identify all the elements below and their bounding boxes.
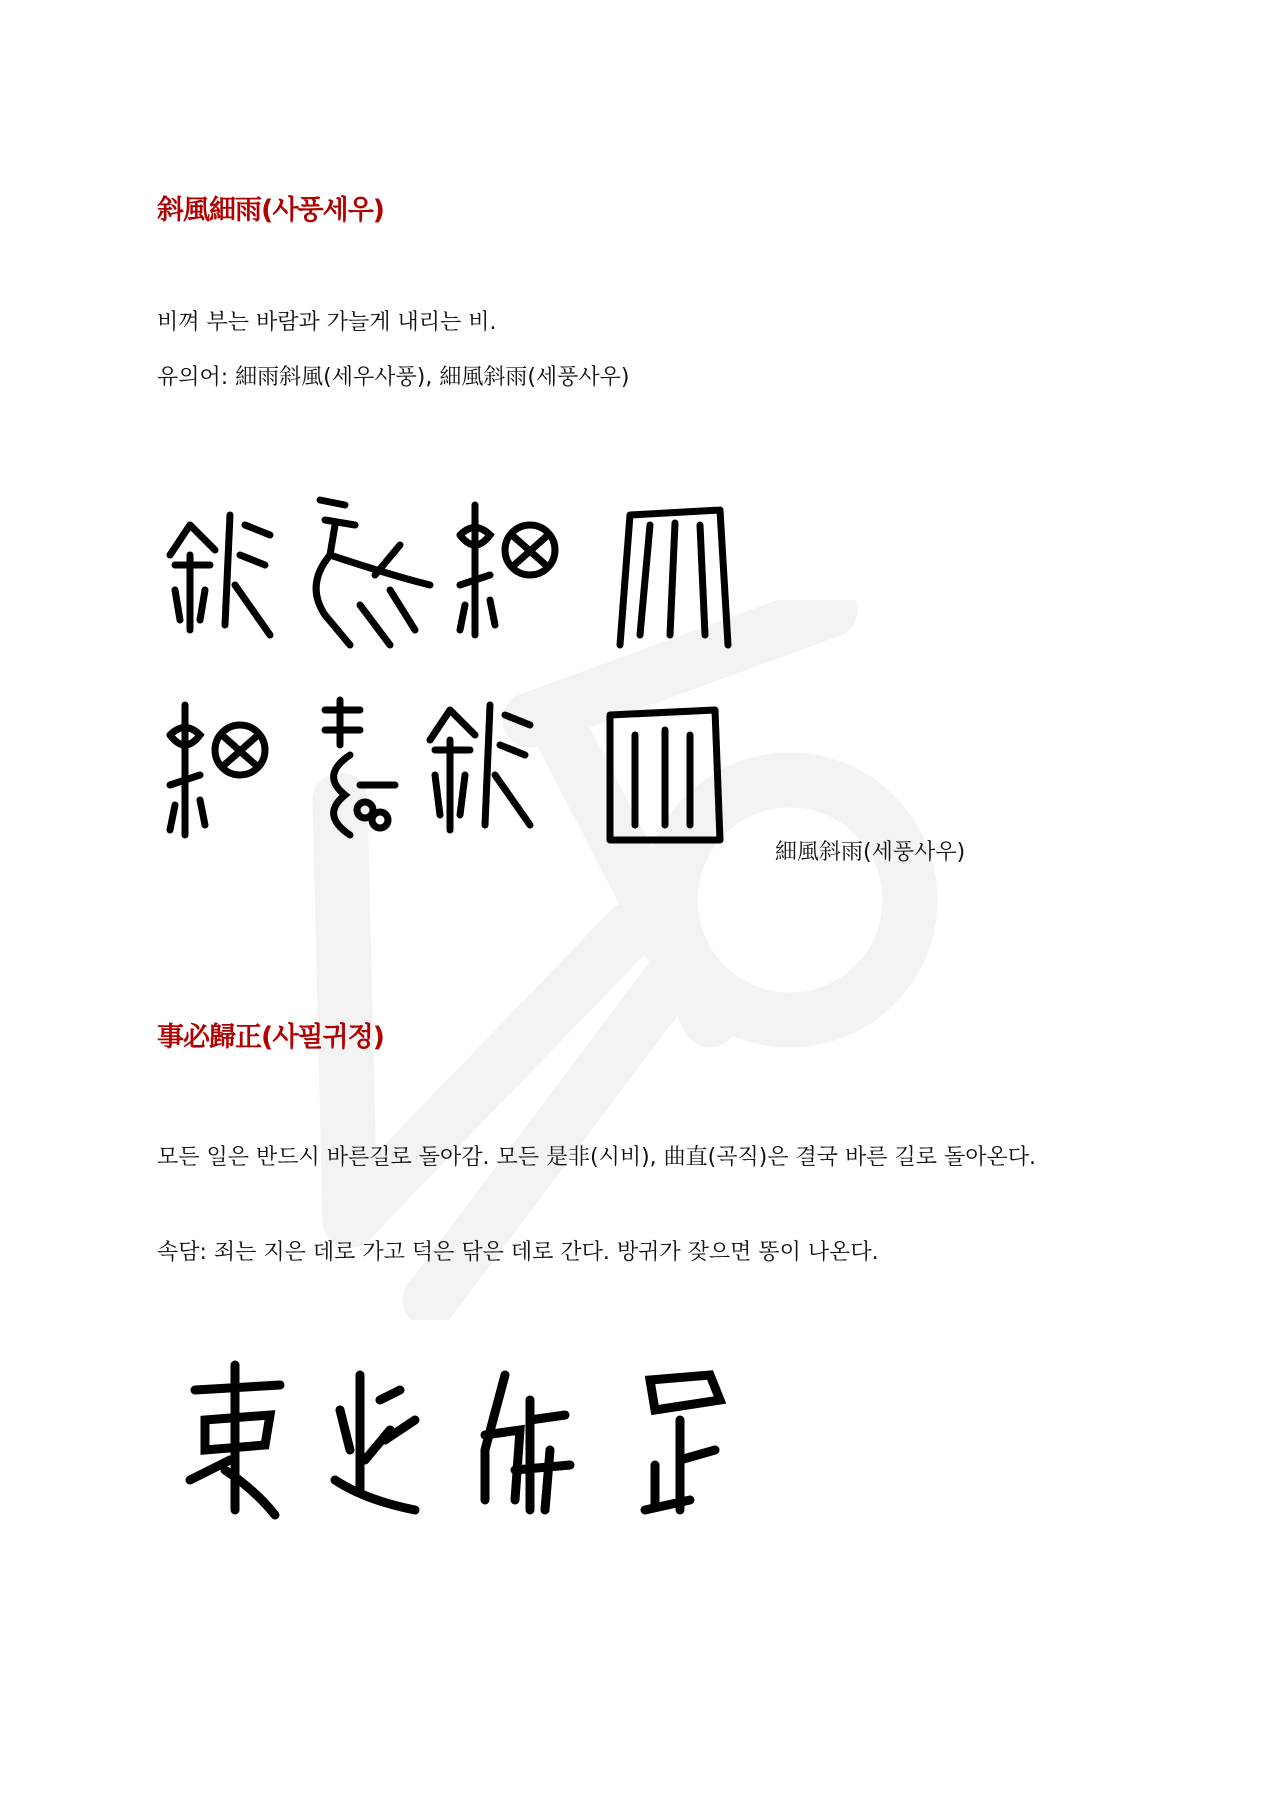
glyph-zheng (645, 1375, 720, 1510)
glyph-feng (316, 500, 430, 645)
glyph-yu-2 (610, 710, 720, 840)
glyph-bi (335, 1375, 415, 1510)
glyph-xi-2 (170, 705, 265, 835)
section-title: 斜風細雨(사풍세우) (157, 195, 385, 226)
glyph-shi (190, 1365, 280, 1515)
glyph-xi (460, 505, 555, 635)
glyph-xie (170, 515, 270, 635)
definition-text: 비껴 부는 바람과 가늘게 내리는 비. (157, 310, 497, 335)
definition-text: 모든 일은 반드시 바른길로 돌아감. 모든 是非(시비), 曲直(곡직)은 결국 바른 길로 돌아온다. (157, 1145, 1037, 1170)
ancient-script-image (185, 1360, 745, 1530)
glyph-yu (620, 510, 728, 645)
proverb-text: 속담: 죄는 지은 데로 가고 덕은 닦은 데로 간다. 방귀가 잦으면 똥이 나온다. (157, 1240, 879, 1265)
synonym-text: 유의어: 細雨斜風(세우사풍), 細風斜雨(세풍사우) (157, 365, 630, 390)
section-title: 事必歸正(사필귀정) (157, 1022, 385, 1053)
ancient-script-image (160, 495, 740, 855)
glyph-gui (485, 1375, 570, 1510)
image-caption: 細風斜雨(세풍사우) (775, 840, 966, 865)
glyph-xie-2 (430, 705, 530, 830)
glyph-feng-2 (325, 700, 395, 835)
